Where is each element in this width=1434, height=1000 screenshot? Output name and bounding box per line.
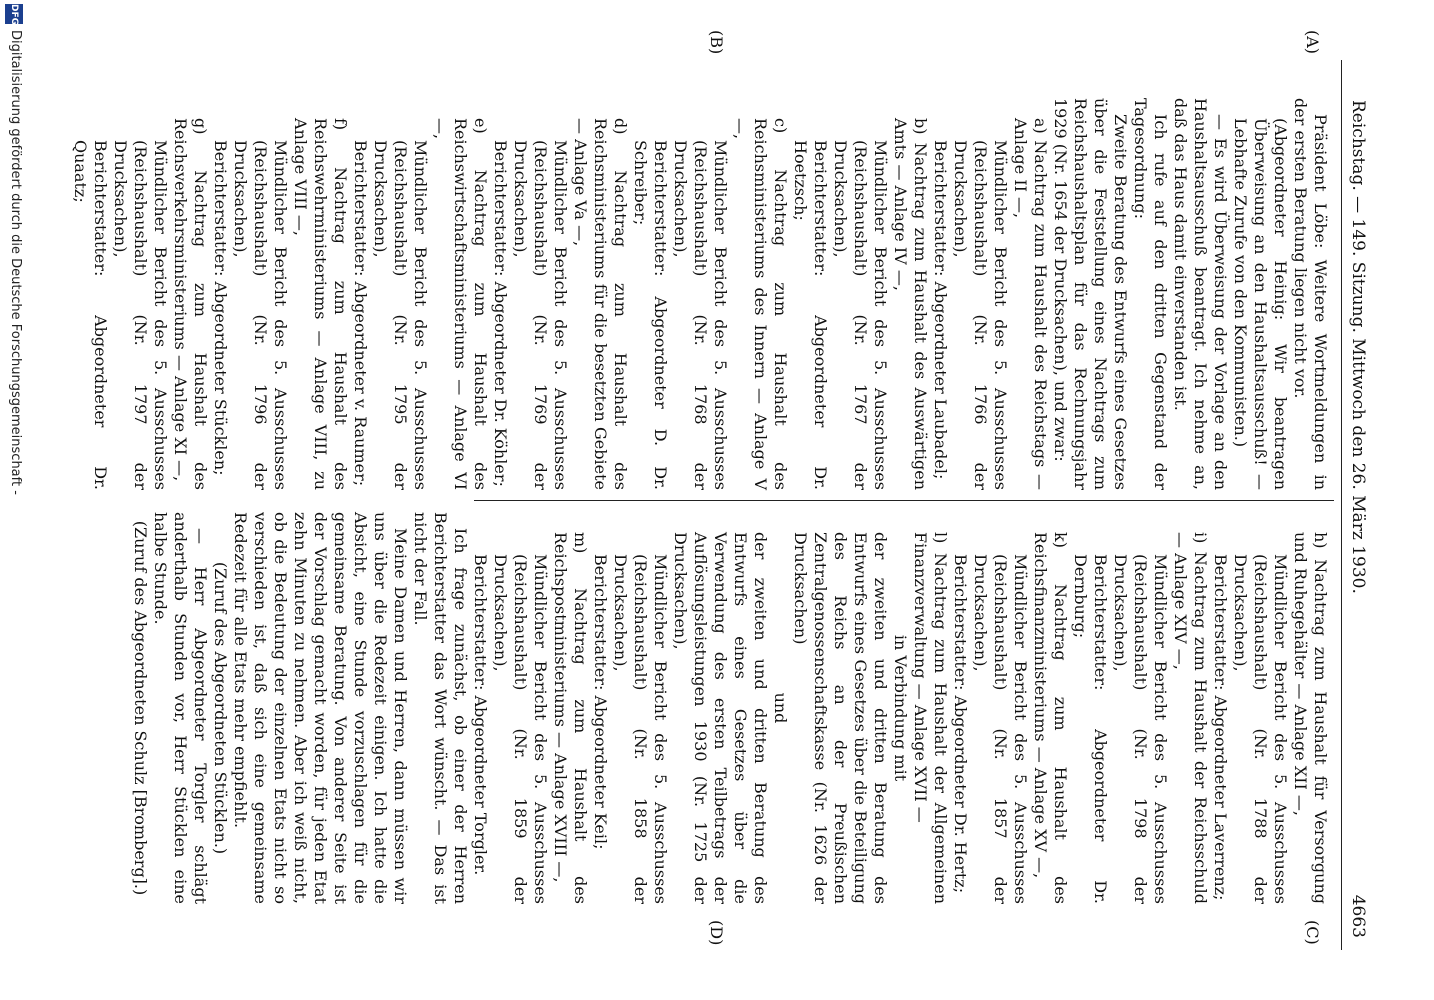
paragraph: k) Nachtrag zum Haushalt des Reichsfinanzministeriums — Anlage XV —, (1031, 532, 1070, 904)
left-column (70, 98, 1330, 490)
paragraph: Berichterstatter: Abgeordneter Dr. Quaatz; (71, 140, 110, 490)
column-divider (474, 500, 1334, 501)
paragraph: Ich frage zunächst, ob einer der Herren Berichterstatter das Wort wünscht. — Das ist nicht der Fall. (411, 512, 470, 904)
paragraph: a) Nachtrag zum Haushalt des Reichstags — Anlage II —, (1011, 118, 1050, 490)
paragraph: Mündlicher Bericht des 5. Ausschusses (Reichshaushalt) (Nr. 1858 der Drucksachen), (611, 554, 670, 904)
paragraph: c) Nachtrag zum Haushalt des Reichsministeriums des Innern — Anlage V —, (731, 118, 790, 490)
paragraph: Berichterstatter: Abgeordneter Dr. Hertz; (951, 554, 970, 894)
paragraph: Berichterstatter: Abgeordneter Laverrenz; (1211, 554, 1230, 901)
paragraph: Meine Damen und Herren, dann müssen wir uns über die Redezeit einigen. Ich hatte die Absicht, eine Stunde vorzuschlagen für die gemeinsame Beratung. Von anderer Seite ist der Vorschlag gemacht worden, für jeden Etat zehn Minuten zu nehmen. Aber ich weiß nicht, ob die Bedeutung der einzelnen Etats nicht so verschieden ist, daß sich eine gemeinsame Redezeit für alle Etats mehr empfiehlt. (231, 512, 410, 904)
paragraph: Mündlicher Bericht des 5. Ausschusses (Reichshaushalt) (Nr. 1766 der Drucksachen), (951, 140, 1010, 490)
paragraph: Berichterstatter: Abgeordneter Keil; (591, 554, 610, 850)
paragraph: und (771, 692, 790, 724)
paragraph: m) Nachtrag zum Haushalt des Reichspostministeriums — Anlage XVIII —, (551, 532, 590, 904)
paragraph: in Verbindung mit (891, 634, 910, 782)
paragraph: b) Nachtrag zum Haushalt des Auswärtigen Amts — Anlage IV —, (891, 118, 930, 490)
paragraph: f) Nachtrag zum Haushalt des Reichswehrministeriums — Anlage VIII, zu Anlage VIII —, (291, 118, 350, 490)
margin-mark-a: (A) (1303, 30, 1322, 55)
paragraph: (Abgeordneter Heinig: Wir beantragen Überweisung an den Haushaltsausschuß! — Lebhafte Zurufe von den Kommunisten.) (1231, 118, 1290, 490)
paragraph: — Es wird Überweisung der Vorlage an den Haushaltsausschuß beantragt. Ich nehme an, daß das Haus damit einverstanden ist. (1171, 98, 1230, 490)
paragraph: Berichterstatter: Abgeordneter D. Dr. Schreiber; (631, 140, 670, 490)
dfg-logo: DFG (5, 4, 23, 24)
footer-credit: Digitalisierung gefördert durch die Deutsche Forschungsgemeinschaft - (8, 30, 23, 495)
paragraph: e) Nachtrag zum Haushalt des Reichswirtschaftsministeriums — Anlage VI —, (431, 118, 490, 490)
paragraph: der zweiten und dritten Beratung des Entwurfs eines Gesetzes über die Verwendung des ersten Teilbetrags der Auflösungsleistungen 1930 (Nr. 1725 der Drucksachen), (671, 532, 770, 904)
paragraph: Mündlicher Bericht des 5. Ausschusses (Reichshaushalt) (Nr. 1859 der Drucksachen), (491, 554, 550, 904)
paragraph: h) Nachtrag zum Haushalt für Versorgung und Ruhegehälter — Anlage XII —, (1291, 532, 1330, 904)
paragraph: Mündlicher Bericht des 5. Ausschusses (Reichshaushalt) (Nr. 1768 der Drucksachen), (671, 140, 730, 490)
paragraph: Mündlicher Bericht des 5. Ausschusses (Reichshaushalt) (Nr. 1788 der Drucksachen), (1231, 554, 1290, 904)
paragraph: Berichterstatter: Abgeordneter Dr. Dernburg; (1071, 554, 1110, 904)
paragraph: Mündlicher Bericht des 5. Ausschusses (Reichshaushalt) (Nr. 1767 der Drucksachen), (831, 140, 890, 490)
margin-mark-b: (B) (707, 30, 726, 55)
page-header (1341, 60, 1372, 950)
paragraph: Zweite Beratung des Entwurfs eines Gesetzes über die Feststellung eines Nachtrags zum Reichshaushaltsplan für das Rechnungsjahr 1929 (Nr. 1654 der Drucksachen), und zwar: (1051, 98, 1130, 490)
margin-mark-d: (D) (707, 920, 726, 946)
paragraph: (Zuruf des Abgeordneten Stücklen.) (211, 561, 230, 855)
paragraph: Mündlicher Bericht des 5. Ausschusses (Reichshaushalt) (Nr. 1798 der Drucksachen), (1111, 554, 1170, 904)
paragraph: der zweiten und dritten Beratung des Entwurfs eines Gesetzes über die Beteiligung des Reichs an der Preußischen Zentralgenossenschaftskasse (Nr. 1626 der Drucksachen) (791, 532, 890, 904)
paragraph: Berichterstatter: Abgeordneter Dr. Köhler; (491, 140, 510, 487)
paragraph: Ich rufe auf den dritten Gegenstand der Tagesordnung: (1131, 98, 1170, 490)
paragraph: Berichterstatter: Abgeordneter Stücklen; (211, 140, 230, 476)
paragraph: (Zuruf des Abgeordneten Schulz [Bromberg].) (131, 520, 150, 896)
paragraph: Mündlicher Bericht des 5. Ausschusses (Reichshaushalt) (Nr. 1797 der Drucksachen), (111, 140, 170, 490)
footer (0, 0, 30, 1000)
margin-mark-c: (C) (1303, 920, 1322, 945)
right-column (130, 512, 1330, 904)
paragraph: l) Nachtrag zum Haushalt der Allgemeinen Finanzverwaltung — Anlage XVII — (911, 532, 950, 904)
paragraph: Berichterstatter: Abgeordneter v. Raumer; (351, 140, 370, 487)
paragraph: Berichterstatter: Abgeordneter Dr. Hoetzsch; (791, 140, 830, 490)
paragraph: i) Nachtrag zum Haushalt der Reichsschuld — Anlage XIV —, (1171, 532, 1210, 904)
paragraph: g) Nachtrag zum Haushalt des Reichsverkehrsministeriums — Anlage XI —, (171, 118, 210, 490)
paragraph: Mündlicher Bericht des 5. Ausschusses (Reichshaushalt) (Nr. 1769 der Drucksachen), (511, 140, 570, 490)
page-number: 4663 (1348, 894, 1368, 938)
paragraph: Berichterstatter: Abgeordneter Laubadel; (931, 140, 950, 480)
paragraph: Mündlicher Bericht des 5. Ausschusses (Reichshaushalt) (Nr. 1796 der Drucksachen), (231, 140, 290, 490)
header-title: Reichstag. — 149. Sitzung. Mittwoch den 26. März 1930. (1348, 100, 1368, 594)
paragraph: Mündlicher Bericht des 5. Ausschusses (Reichshaushalt) (Nr. 1795 der Drucksachen), (371, 140, 430, 490)
paragraph: Berichterstatter: Abgeordneter Torgler. (471, 554, 490, 876)
paragraph: d) Nachtrag zum Haushalt des Reichsministeriums für die besetzten Gebiete — Anlage Va —, (571, 118, 630, 490)
paragraph: — Herr Abgeordneter Torgler schlägt anderthalb Stunden vor, Herr Stücklen eine halbe Stunde. (151, 512, 210, 904)
paragraph: Mündlicher Bericht des 5. Ausschusses (Reichshaushalt) (Nr. 1857 der Drucksachen), (971, 554, 1030, 904)
paragraph: Präsident Löbe: Weitere Wortmeldungen in der ersten Beratung liegen nicht vor. (1291, 98, 1330, 490)
